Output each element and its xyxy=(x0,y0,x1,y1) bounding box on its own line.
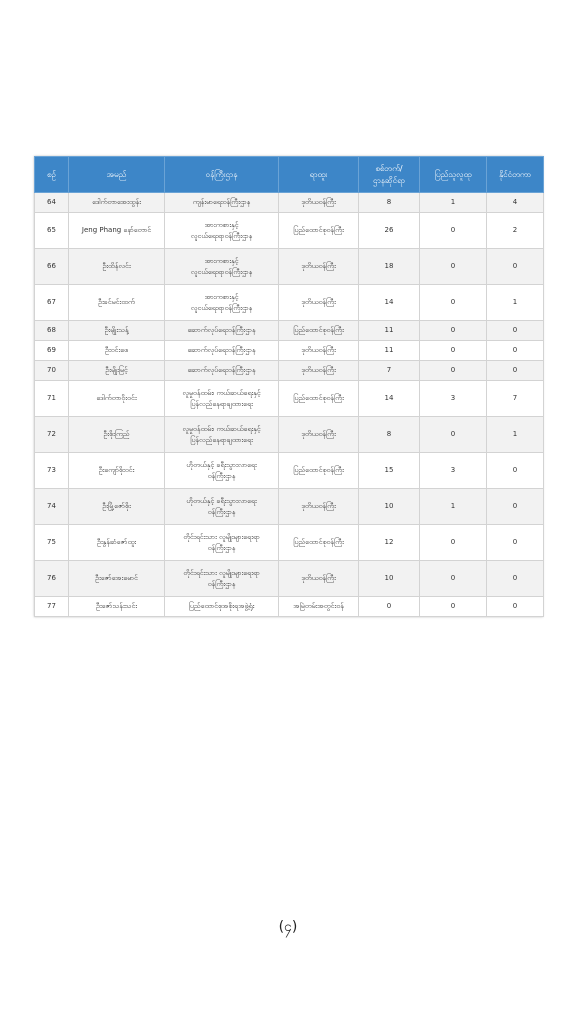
cell-ministry: ပြည်ထောင်စုအစိုးရအဖွဲ့ရုံး xyxy=(165,597,279,617)
cell-public: 1 xyxy=(420,193,487,213)
cell-position: ပြည်ထောင်စုဝန်ကြီး xyxy=(279,381,359,417)
cell-ministry: ဟိုတယ်နှင့် ခရီးသွားလာရေး ဝန်ကြီးဌာန xyxy=(165,489,279,525)
cell-international: 7 xyxy=(487,381,544,417)
cell-military-department: 10 xyxy=(359,489,420,525)
table-row xyxy=(35,213,544,249)
cell-military-department: 15 xyxy=(359,453,420,489)
cell-position: ပြည်ထောင်စုဝန်ကြီး xyxy=(279,525,359,561)
cell-public: 0 xyxy=(420,285,487,321)
cell-international: 0 xyxy=(487,525,544,561)
cell-no: 73 xyxy=(35,453,69,489)
cell-international: 0 xyxy=(487,321,544,341)
table-row xyxy=(35,525,544,561)
cell-public: 3 xyxy=(420,381,487,417)
cell-name: Jeng Phang နော်တောင် xyxy=(69,213,165,249)
cell-ministry: ဟိုတယ်နှင့် ခရီးသွားလာရေး ဝန်ကြီးဌာန xyxy=(165,453,279,489)
cell-no: 64 xyxy=(35,193,69,213)
col-header-no: စဉ် xyxy=(35,157,69,193)
officials-table-wrapper xyxy=(34,156,543,617)
cell-international: 0 xyxy=(487,597,544,617)
cell-international: 0 xyxy=(487,489,544,525)
cell-international: 0 xyxy=(487,249,544,285)
table-header-row xyxy=(35,157,544,193)
cell-ministry: အားကစားနှင့် လူငယ်ရေးရာဝန်ကြီးဌာန xyxy=(165,285,279,321)
cell-military-department: 11 xyxy=(359,321,420,341)
table-row xyxy=(35,285,544,321)
cell-name: ဦးကျော်စိုးဝင်း xyxy=(69,453,165,489)
cell-international: 0 xyxy=(487,561,544,597)
cell-international: 2 xyxy=(487,213,544,249)
cell-no: 71 xyxy=(35,381,69,417)
table-row xyxy=(35,381,544,417)
table-row xyxy=(35,193,544,213)
cell-public: 0 xyxy=(420,525,487,561)
cell-public: 0 xyxy=(420,321,487,341)
cell-ministry: ဆောက်လုပ်ရေးဝန်ကြီးဌာန xyxy=(165,321,279,341)
table-row xyxy=(35,597,544,617)
cell-name: ဦးခင်မင်းထက် xyxy=(69,285,165,321)
cell-military-department: 8 xyxy=(359,193,420,213)
cell-international: 0 xyxy=(487,361,544,381)
table-body xyxy=(35,193,544,617)
cell-name: ဦးမျိုးမြင့် xyxy=(69,361,165,381)
cell-public: 0 xyxy=(420,417,487,453)
cell-name: ဒေါက်တာဝိုးဝင်း xyxy=(69,381,165,417)
table-row xyxy=(35,453,544,489)
cell-position: ဒုတိယဝန်ကြီး xyxy=(279,249,359,285)
cell-ministry: တိုင်းရင်းသား လူမျိုးများရေးရာ ဝန်ကြီးဌာန xyxy=(165,525,279,561)
cell-no: 76 xyxy=(35,561,69,597)
cell-international: 4 xyxy=(487,193,544,213)
cell-position: ဒုတိယဝန်ကြီး xyxy=(279,193,359,213)
table-row xyxy=(35,561,544,597)
cell-position: ပြည်ထောင်စုဝန်ကြီး xyxy=(279,453,359,489)
cell-position: ဒုတိယဝန်ကြီး xyxy=(279,417,359,453)
cell-no: 75 xyxy=(35,525,69,561)
cell-position: ဒုတိယဝန်ကြီး xyxy=(279,361,359,381)
table-row xyxy=(35,489,544,525)
cell-military-department: 14 xyxy=(359,285,420,321)
cell-ministry: အားကစားနှင့် လူငယ်ရေးရာဝန်ကြီးဌာန xyxy=(165,213,279,249)
cell-name: ဦးထိန်လင်း xyxy=(69,249,165,285)
table-row xyxy=(35,361,544,381)
cell-ministry: ဆောက်လုပ်ရေးဝန်ကြီးဌာန xyxy=(165,341,279,361)
table-row xyxy=(35,249,544,285)
col-header-public: ပြည်သူလူထု xyxy=(420,157,487,193)
cell-position: ဒုတိယဝန်ကြီး xyxy=(279,489,359,525)
cell-name: ဦးဝင်းဖေ xyxy=(69,341,165,361)
cell-position: ဒုတိယဝန်ကြီး xyxy=(279,285,359,321)
cell-public: 0 xyxy=(420,249,487,285)
cell-international: 1 xyxy=(487,285,544,321)
cell-position: ဒုတိယဝန်ကြီး xyxy=(279,561,359,597)
cell-public: 0 xyxy=(420,561,487,597)
cell-position: အမြဲတမ်းအတွင်းဝန် xyxy=(279,597,359,617)
table-row xyxy=(35,341,544,361)
col-header-international: နိုင်ငံတကာ xyxy=(487,157,544,193)
cell-name: ဦးမျိုးသန့် xyxy=(69,321,165,341)
cell-ministry: တိုင်းရင်းသား လူမျိုးများရေးရာ ဝန်ကြီးဌာန xyxy=(165,561,279,597)
cell-public: 0 xyxy=(420,341,487,361)
cell-public: 0 xyxy=(420,361,487,381)
cell-no: 66 xyxy=(35,249,69,285)
cell-ministry: လူမှုဝန်ထမ်း၊ ကယ်ဆယ်ရေးနှင့် ပြန်လည်နေရာချထားရေး xyxy=(165,417,279,453)
table-row xyxy=(35,321,544,341)
cell-military-department: 12 xyxy=(359,525,420,561)
cell-military-department: 18 xyxy=(359,249,420,285)
table-row xyxy=(35,417,544,453)
cell-military-department: 0 xyxy=(359,597,420,617)
cell-no: 77 xyxy=(35,597,69,617)
cell-position: ပြည်ထောင်စုဝန်ကြီး xyxy=(279,213,359,249)
cell-ministry: အားကစားနှင့် လူငယ်ရေးရာဝန်ကြီးဌာန xyxy=(165,249,279,285)
cell-no: 65 xyxy=(35,213,69,249)
cell-public: 3 xyxy=(420,453,487,489)
cell-military-department: 14 xyxy=(359,381,420,417)
page-number: (၄) xyxy=(278,919,298,935)
cell-military-department: 7 xyxy=(359,361,420,381)
cell-ministry: ဆောက်လုပ်ရေးဝန်ကြီးဌာန xyxy=(165,361,279,381)
cell-international: 0 xyxy=(487,341,544,361)
cell-no: 70 xyxy=(35,361,69,381)
cell-military-department: 11 xyxy=(359,341,420,361)
cell-no: 68 xyxy=(35,321,69,341)
cell-no: 67 xyxy=(35,285,69,321)
cell-military-department: 8 xyxy=(359,417,420,453)
cell-name: ဦးနွန်ဆံဇော်ထူး xyxy=(69,525,165,561)
cell-public: 1 xyxy=(420,489,487,525)
cell-position: ဒုတိယဝန်ကြီး xyxy=(279,341,359,361)
cell-name: ဦးမြို့ဇော်စိုး xyxy=(69,489,165,525)
cell-name: ဦးဇော်သန်းသင်း xyxy=(69,597,165,617)
cell-military-department: 10 xyxy=(359,561,420,597)
officials-table xyxy=(34,156,544,617)
col-header-ministry: ဝန်ကြီးဌာန xyxy=(165,157,279,193)
cell-name: ဦးဇော်အေးမောင် xyxy=(69,561,165,597)
cell-no: 72 xyxy=(35,417,69,453)
cell-international: 0 xyxy=(487,453,544,489)
cell-no: 69 xyxy=(35,341,69,361)
cell-ministry: လူမှုဝန်ထမ်း၊ ကယ်ဆယ်ရေးနှင့် ပြန်လည်နေရာချထားရေး xyxy=(165,381,279,417)
cell-international: 1 xyxy=(487,417,544,453)
cell-military-department: 26 xyxy=(359,213,420,249)
col-header-position: ရာထူး xyxy=(279,157,359,193)
cell-position: ပြည်ထောင်စုဝန်ကြီး xyxy=(279,321,359,341)
cell-public: 0 xyxy=(420,213,487,249)
cell-ministry: ကျန်းမာရေးဝန်ကြီးဌာန xyxy=(165,193,279,213)
col-header-military-department: စစ်ဘက်/ ဌာနဆိုင်ရာ xyxy=(359,157,420,193)
cell-no: 74 xyxy=(35,489,69,525)
cell-public: 0 xyxy=(420,597,487,617)
cell-name: ဦးစိုးကြည် xyxy=(69,417,165,453)
col-header-name: အမည် xyxy=(69,157,165,193)
cell-name: ဒေါက်တာအေးထွန်း xyxy=(69,193,165,213)
